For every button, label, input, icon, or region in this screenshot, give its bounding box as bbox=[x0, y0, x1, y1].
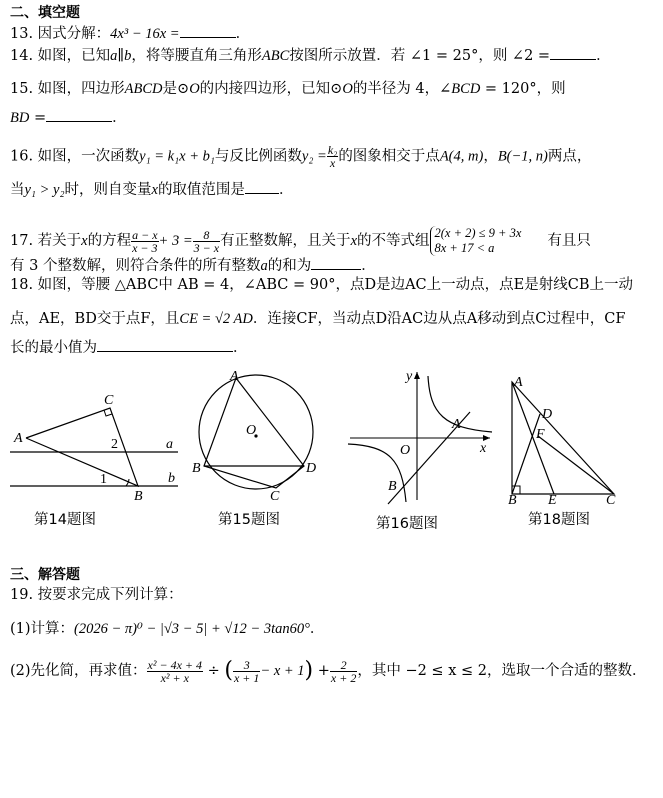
f18-label-e: E bbox=[548, 493, 557, 506]
q17-frac-1: $\frac{a - x}{x - 3}$ bbox=[132, 227, 158, 255]
question-13: 13. 因式分解：4x³ − 16x = ． bbox=[10, 26, 251, 42]
f18-label-f: F bbox=[536, 427, 545, 442]
q19-div: ÷ bbox=[207, 663, 220, 679]
q16-end: ． bbox=[278, 182, 294, 198]
section-answer-heading: 三、解答题 bbox=[10, 567, 80, 583]
figure-18 bbox=[502, 370, 630, 506]
figure-16 bbox=[344, 366, 494, 506]
figure-18-caption: 第18题图 bbox=[528, 512, 590, 528]
question-15-line1 bbox=[10, 80, 566, 98]
q15-text-a: 15. 如图，四边形 bbox=[10, 81, 125, 97]
q18-text-a: 点，AE，BD交于点F，且 bbox=[10, 311, 180, 327]
figure-15 bbox=[192, 366, 322, 506]
f15-label-c: C bbox=[270, 489, 280, 504]
q16-text-a: 16. 如图，一次函数 bbox=[10, 148, 140, 165]
f18-label-d: D bbox=[542, 407, 553, 422]
q18-end: ． bbox=[233, 340, 248, 356]
q15-circle-o: O bbox=[189, 81, 200, 97]
q14-answer-blank[interactable] bbox=[550, 46, 596, 60]
f15-label-o: O bbox=[246, 423, 257, 438]
q19-tail: ，其中 −2 ≤ x ≤ 2，选取一个合适的整数． bbox=[357, 663, 647, 679]
q19-part2-label: (2)先化简，再求值： bbox=[10, 663, 147, 679]
q16-text-b: 与反比例函数 bbox=[214, 148, 302, 165]
q17-a: a bbox=[260, 258, 268, 274]
question-17-line1 bbox=[10, 224, 591, 258]
q13-answer-blank[interactable] bbox=[180, 24, 236, 38]
f14-angle-2: 2 bbox=[111, 437, 118, 452]
q17-text-d: 的不等式组 bbox=[357, 233, 430, 249]
q17-inequality-system: 2(x + 2) ≤ 9 + 3x 8x + 17 < a bbox=[430, 226, 522, 256]
q18-condition: CE = √2 AD bbox=[179, 311, 253, 327]
q19-frac-2: $\frac{2}{x + 2}$ bbox=[330, 657, 357, 685]
q17-text-a: 17. 若关于 bbox=[10, 233, 82, 249]
q15-quad: ABCD bbox=[124, 81, 163, 97]
q15-bd: BD bbox=[10, 110, 30, 126]
q19-part1-expression: (2026 − π)⁰ − |√3 − 5| + √12 − 3tan60° bbox=[74, 621, 310, 637]
q14-post: 按图所示放置．若 ∠1 = 25°，则 ∠2 = bbox=[289, 48, 551, 64]
question-17-line2 bbox=[10, 256, 376, 275]
f16-label-b: B bbox=[388, 479, 397, 494]
q16-text-c: 的图象相交于点 bbox=[338, 148, 440, 165]
q19-part1-label: (1)计算： bbox=[10, 621, 75, 637]
f14-label-a: A bbox=[14, 431, 23, 446]
figure-15-caption: 第15题图 bbox=[218, 512, 280, 528]
f15-label-a: A bbox=[230, 369, 239, 384]
f16-label-y: y bbox=[406, 369, 413, 384]
q15-text-d: 的半径为 4，∠ bbox=[352, 81, 452, 97]
q17-x: x bbox=[81, 233, 88, 249]
q15-eq: = bbox=[29, 110, 47, 126]
q18-answer-blank[interactable] bbox=[97, 338, 233, 352]
question-14 bbox=[10, 46, 611, 65]
question-18-line3 bbox=[10, 338, 248, 357]
f14-angle-1: 1 bbox=[100, 472, 107, 487]
q15-angle: BCD bbox=[451, 81, 481, 97]
q16-k2-over-x: $\frac{\text{k₂}}{x}$ bbox=[327, 143, 338, 170]
f14-label-line-b: b bbox=[168, 471, 175, 486]
q14-prefix: 14. 如图，已知 bbox=[10, 48, 111, 64]
f18-label-b: B bbox=[508, 493, 517, 506]
q15-text-c: 的内接四边形，已知⊙ bbox=[199, 81, 343, 97]
question-16-line1 bbox=[10, 144, 591, 169]
question-16-line2 bbox=[10, 180, 293, 199]
q15-text-b: 是⊙ bbox=[162, 81, 190, 97]
f16-label-o: O bbox=[400, 443, 411, 458]
figure-16-caption: 第16题图 bbox=[376, 516, 438, 532]
q16-when: 当 bbox=[10, 182, 25, 198]
f14-label-c: C bbox=[104, 393, 114, 408]
q13-expression: 4x³ − 16x = bbox=[110, 26, 180, 42]
f15-label-b: B bbox=[192, 461, 201, 476]
q17-end: ． bbox=[361, 258, 376, 274]
f14-label-line-a: a bbox=[166, 437, 173, 452]
q14-mid: ，将等腰直角三角形 bbox=[131, 48, 262, 64]
q17-text-e: 有且只 bbox=[547, 233, 591, 249]
q14-end: ． bbox=[596, 48, 611, 64]
f16-label-a: A bbox=[452, 417, 461, 432]
question-18-line2 bbox=[10, 310, 625, 328]
q17-text-f: 有 3 个整数解，则符合条件的所有整数 bbox=[10, 258, 261, 274]
q15-circle-o2: O bbox=[342, 81, 353, 97]
f16-label-x: x bbox=[480, 441, 487, 456]
q14-triangle: ABC bbox=[261, 48, 290, 64]
f18-label-a: A bbox=[514, 375, 523, 390]
q16-linear: y₁ = k₁x + b₁ bbox=[139, 148, 215, 165]
question-18-line1: 18. 如图，等腰 △ABC中 AB = 4，∠ABC = 90°，点D是边AC上一动点，点E是射线CB上一动 bbox=[10, 277, 633, 293]
section-fill-blank-heading: 二、填空题 bbox=[10, 5, 80, 21]
q17-x2: x bbox=[350, 233, 357, 249]
f18-label-c: C bbox=[606, 493, 616, 506]
q16-point-b: B(−1, n) bbox=[497, 148, 548, 165]
q19-frac-paren: $\frac{3}{x + 1}$ bbox=[233, 657, 260, 685]
q16-answer-blank[interactable] bbox=[245, 180, 279, 194]
q16-text-f: 时，则自变量 bbox=[64, 182, 152, 198]
q17-answer-blank[interactable] bbox=[311, 256, 361, 270]
q15-text-e: = 120°，则 bbox=[480, 81, 566, 97]
q17-plus: + 3 = bbox=[158, 233, 193, 249]
q16-text-g: 的取值范围是 bbox=[157, 182, 245, 198]
q19-frac-main: $\frac{\text{x² − 4x + 4}}{\text{x² + x}}$ bbox=[147, 657, 202, 685]
q16-var: x bbox=[151, 182, 158, 198]
question-19-title: 19. 按要求完成下列计算： bbox=[10, 587, 183, 603]
q16-condition: y₁ > y₂ bbox=[24, 182, 65, 198]
figure-14-caption: 第14题图 bbox=[34, 512, 96, 528]
q17-text-g: 的和为 bbox=[267, 258, 312, 274]
q18-text-c: 长的最小值为 bbox=[10, 340, 97, 356]
q17-text-b: 的方程 bbox=[87, 233, 132, 249]
question-15-line2 bbox=[10, 108, 127, 127]
q18-text-b: ．连接CF，当动点D沿AC边从点A移动到点C过程中，CF bbox=[252, 311, 626, 327]
f15-label-d: D bbox=[306, 461, 317, 476]
q16-text-d: ， bbox=[483, 148, 498, 165]
q15-end: ． bbox=[112, 110, 127, 126]
q15-answer-blank[interactable] bbox=[46, 108, 112, 122]
q16-point-a: A(4, m) bbox=[439, 148, 484, 165]
q17-frac-2: $\frac{8}{3 - x}$ bbox=[193, 227, 220, 255]
question-19-part1: (1)计算：(2026 − π)⁰ − |√3 − 5| + √12 − 3tan60°． bbox=[10, 621, 325, 637]
q19-plus: + bbox=[317, 663, 330, 679]
q17-text-c: 有正整数解，且关于 bbox=[220, 233, 351, 249]
figure-14 bbox=[8, 384, 188, 504]
question-19-part2: (2)先化简，再求值： $\frac{\text{x² − 4x + 4}}{\text{x² + x}}$ ÷ ( $\frac{3}{x + 1}$ − x + 1) + $\frac{2}{x + 2}$ ，其中 −2 ≤ x ≤ 2，选取一个合适的整数． bbox=[10, 657, 647, 685]
q16-text-e: 两点， bbox=[547, 148, 592, 165]
f14-label-b: B bbox=[134, 489, 143, 504]
q13-prefix: 13. 因式分解： bbox=[10, 26, 111, 42]
q14-parallel: a∥b bbox=[110, 48, 132, 64]
q16-inverse: y₂ = bbox=[301, 148, 327, 165]
q19-paren-rest: − x + 1 bbox=[260, 663, 305, 679]
